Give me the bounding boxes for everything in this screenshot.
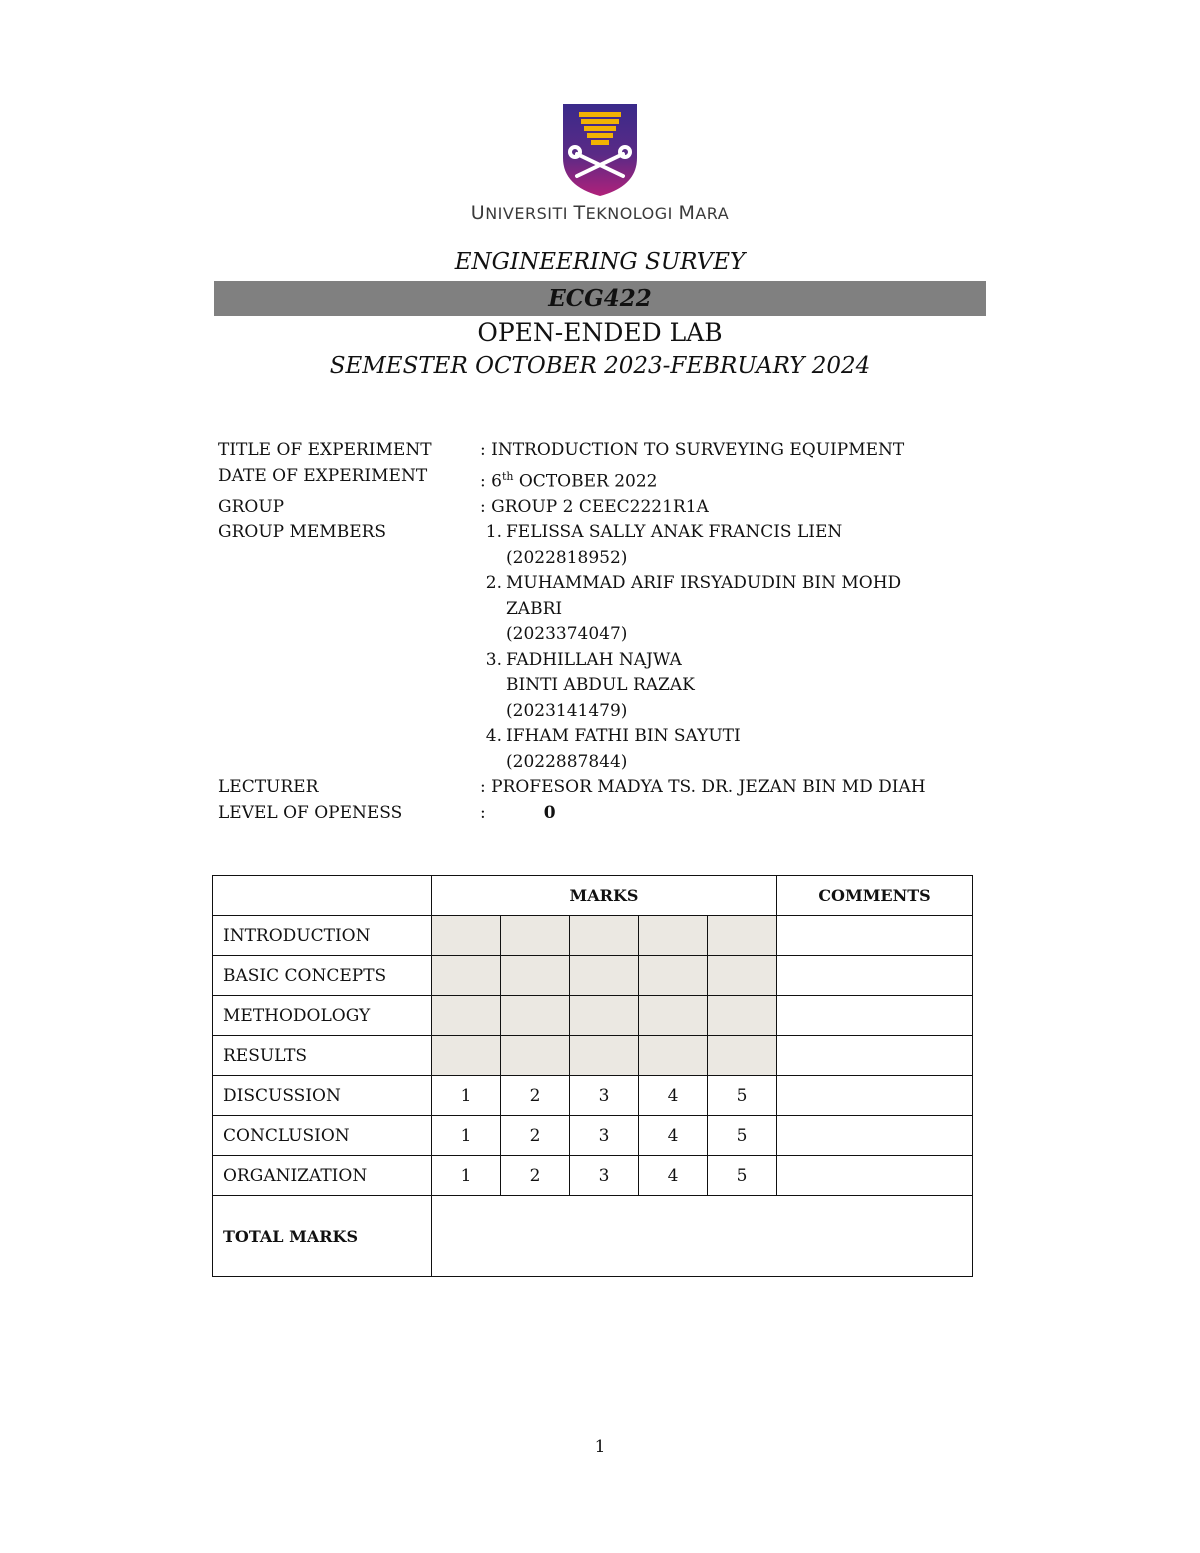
shaded-mark-cell [432, 956, 501, 996]
comments-header: COMMENTS [777, 876, 973, 916]
score-option-5: 5 [708, 1076, 777, 1116]
member-name: FELISSA SALLY ANAK FRANCIS LIEN [506, 522, 843, 543]
comment-cell [777, 1036, 973, 1076]
university-name-part: EKNOLOGI [585, 204, 679, 223]
shaded-mark-cell [639, 996, 708, 1036]
title-value: : INTRODUCTION TO SURVEYING EQUIPMENT [480, 440, 905, 460]
member-name: IFHAM FATHI BIN SAYUTI [506, 726, 741, 747]
member-student-id: (2023374047) [506, 624, 628, 645]
marks-row [213, 956, 973, 996]
page-number: 1 [594, 1437, 606, 1457]
criterion-label: DISCUSSION [213, 1076, 432, 1116]
date-label: DATE OF EXPERIMENT [218, 465, 428, 486]
shaded-mark-cell [501, 956, 570, 996]
member-item [480, 724, 978, 775]
criterion-label: BASIC CONCEPTS [213, 956, 432, 996]
openess-row [218, 801, 978, 827]
university-name-part: ARA [695, 204, 730, 223]
member-number: 3. [485, 649, 502, 670]
score-option-1: 1 [432, 1076, 501, 1116]
date-value: : 6th OCTOBER 2022 [480, 469, 658, 492]
university-name-initial: T [573, 202, 586, 224]
title-row [218, 438, 978, 464]
score-option-2: 2 [501, 1076, 570, 1116]
members-list [480, 520, 978, 775]
member-student-id: (2022818952) [506, 547, 628, 568]
experiment-info [218, 438, 978, 826]
member-item [480, 520, 978, 571]
shaded-mark-cell [570, 996, 639, 1036]
uitm-crest-logo [555, 100, 645, 200]
members-label: GROUP MEMBERS [218, 522, 387, 543]
member-number: 2. [485, 573, 502, 594]
total-marks-row [213, 1196, 973, 1277]
comment-cell [777, 996, 973, 1036]
score-option-1: 1 [432, 1156, 501, 1196]
shaded-mark-cell [570, 1036, 639, 1076]
shaded-mark-cell [708, 956, 777, 996]
lecturer-label: LECTURER [218, 777, 319, 798]
score-option-2: 2 [501, 1116, 570, 1156]
total-marks-label: TOTAL MARKS [213, 1196, 432, 1277]
score-option-2: 2 [501, 1156, 570, 1196]
lecturer-value: : PROFESOR MADYA TS. DR. JEZAN BIN MD DIAH [480, 777, 926, 798]
university-name-initial: M [678, 202, 696, 224]
member-item [480, 648, 978, 725]
member-name: MUHAMMAD ARIF IRSYADUDIN BIN MOHD [506, 573, 902, 594]
group-row [218, 495, 978, 521]
member-item [480, 571, 978, 648]
score-option-5: 5 [708, 1156, 777, 1196]
comment-cell [777, 916, 973, 956]
openess-label: LEVEL OF OPENESS [218, 802, 403, 823]
score-option-4: 4 [639, 1076, 708, 1116]
title-label: TITLE OF EXPERIMENT [218, 440, 432, 460]
comment-cell [777, 1076, 973, 1116]
shaded-mark-cell [432, 916, 501, 956]
criterion-label: RESULTS [213, 1036, 432, 1076]
total-marks-value-cell [432, 1196, 973, 1277]
marks-row [213, 1156, 973, 1196]
course-code: ECG422 [214, 281, 986, 316]
members-row [218, 520, 978, 775]
score-option-3: 3 [570, 1076, 639, 1116]
shaded-mark-cell [639, 1036, 708, 1076]
openess-value: 0 [543, 802, 556, 823]
group-label: GROUP [218, 496, 285, 517]
score-option-4: 4 [639, 1116, 708, 1156]
shaded-mark-cell [570, 956, 639, 996]
shaded-mark-cell [639, 916, 708, 956]
score-option-3: 3 [570, 1116, 639, 1156]
shaded-mark-cell [501, 916, 570, 956]
shaded-mark-cell [501, 1036, 570, 1076]
member-name: BINTI ABDUL RAZAK [506, 675, 695, 696]
shaded-mark-cell [501, 996, 570, 1036]
lab-type: OPEN-ENDED LAB [477, 318, 723, 347]
criterion-label: CONCLUSION [213, 1116, 432, 1156]
marks-row [213, 1036, 973, 1076]
shaded-mark-cell [708, 916, 777, 956]
shaded-mark-cell [432, 1036, 501, 1076]
member-name: FADHILLAH NAJWA [506, 649, 682, 670]
comment-cell [777, 1156, 973, 1196]
header-empty-cell [213, 876, 432, 916]
marks-row [213, 996, 973, 1036]
openess-colon: : [480, 802, 486, 823]
shaded-mark-cell [432, 996, 501, 1036]
criterion-label: METHODOLOGY [213, 996, 432, 1036]
member-name: ZABRI [506, 598, 563, 619]
comment-cell [777, 1116, 973, 1156]
score-option-5: 5 [708, 1116, 777, 1156]
date-row [218, 464, 978, 495]
university-name-part: NIVERSITI [485, 204, 574, 223]
marks-table [212, 875, 973, 1277]
marks-row [213, 916, 973, 956]
shaded-mark-cell [570, 916, 639, 956]
semester: SEMESTER OCTOBER 2023-FEBRUARY 2024 [329, 353, 871, 379]
score-option-4: 4 [639, 1156, 708, 1196]
criterion-label: INTRODUCTION [213, 916, 432, 956]
criterion-label: ORGANIZATION [213, 1156, 432, 1196]
university-name-initial: U [470, 202, 486, 224]
group-value: : GROUP 2 CEEC2221R1A [480, 496, 709, 517]
member-number: 1. [485, 522, 502, 543]
member-student-id: (2022887844) [506, 751, 628, 772]
shaded-mark-cell [708, 1036, 777, 1076]
shaded-mark-cell [708, 996, 777, 1036]
score-option-3: 3 [570, 1156, 639, 1196]
comment-cell [777, 956, 973, 996]
marks-header-row [213, 876, 973, 916]
score-option-1: 1 [432, 1116, 501, 1156]
shaded-mark-cell [639, 956, 708, 996]
member-student-id: (2023141479) [506, 700, 628, 721]
marks-row [213, 1076, 973, 1116]
member-number: 4. [485, 726, 502, 747]
marks-header: MARKS [432, 876, 777, 916]
course-title: ENGINEERING SURVEY [454, 249, 746, 275]
marks-row [213, 1116, 973, 1156]
university-name [0, 202, 1200, 224]
lecturer-row [218, 775, 978, 801]
